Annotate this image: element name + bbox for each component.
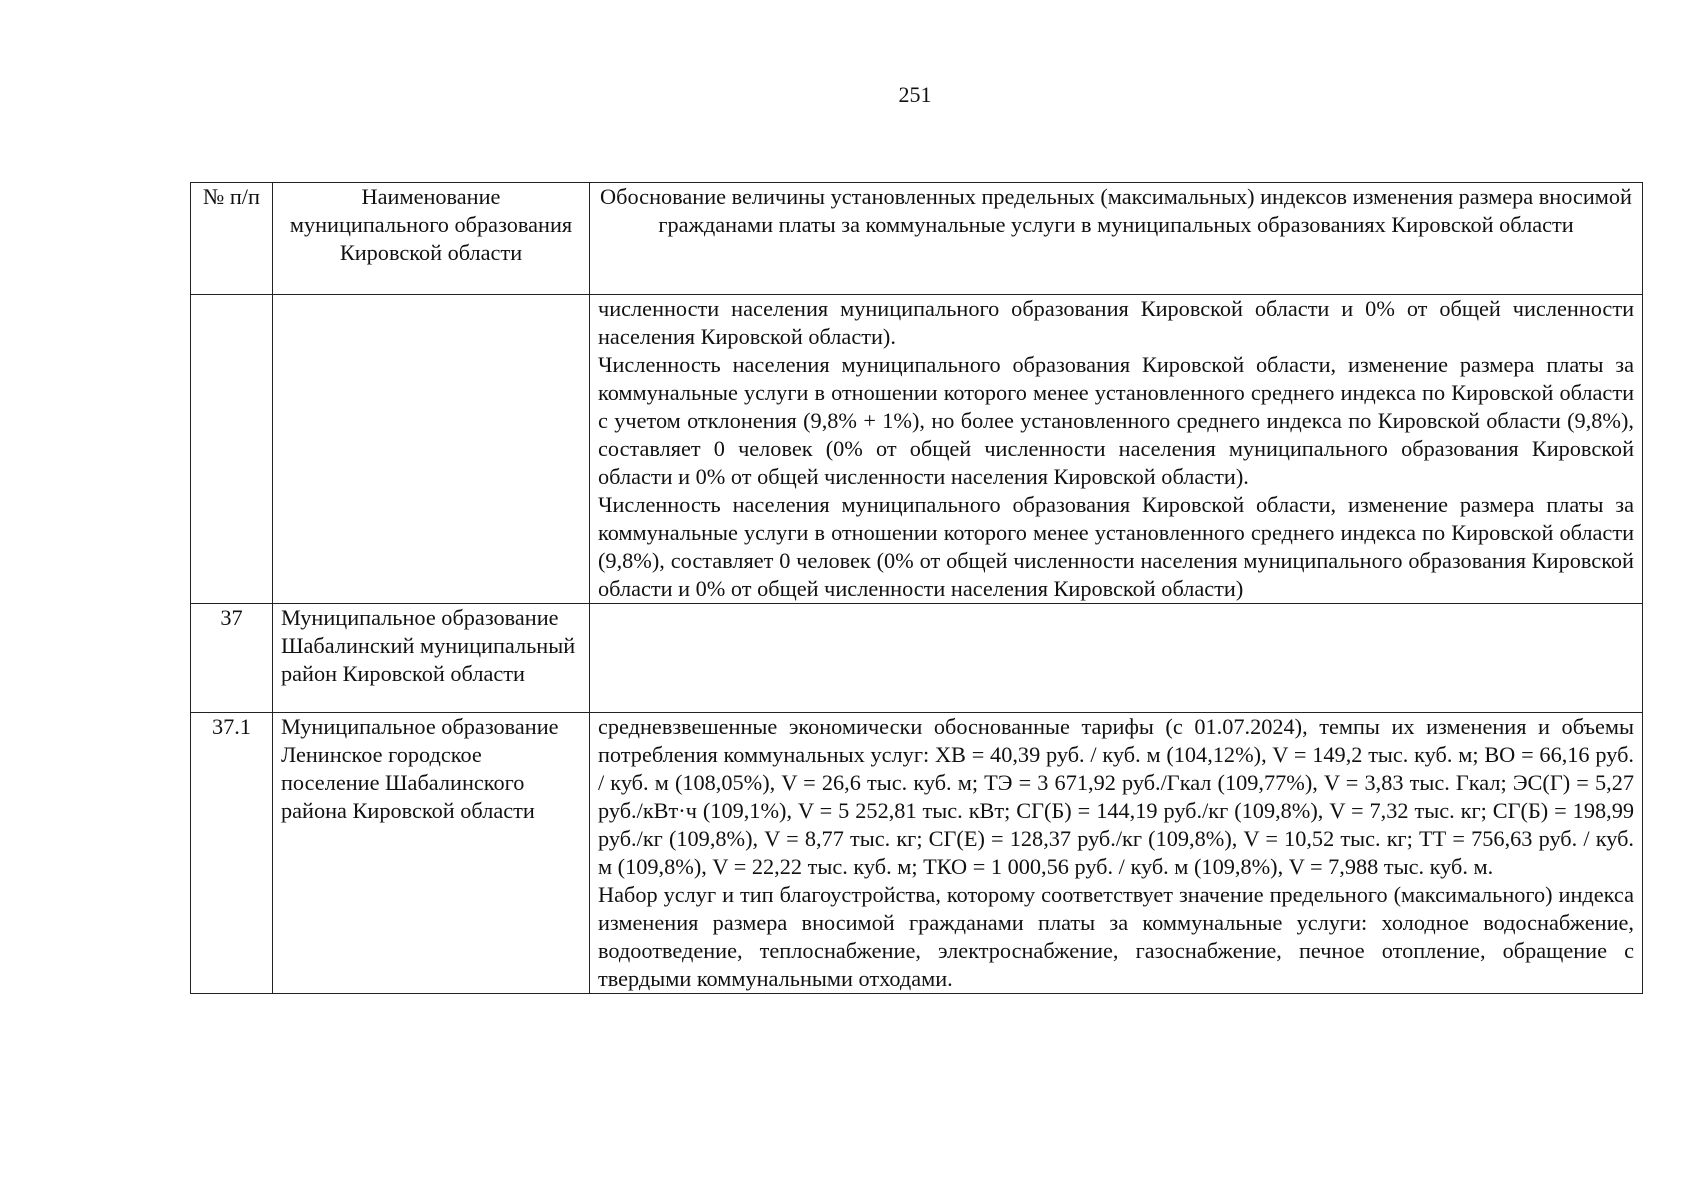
- justification-paragraph: средневзвешенные экономически обоснованные тарифы (с 01.07.2024), темпы их изменения и объемы потребления коммунальных услуг: ХВ = 40,39 руб. / куб. м (104,12%), V = 149,2 тыс. куб. м; ВО = 66,16 руб. / куб. м (108,05%), V = 26,6 тыс. куб. м; ТЭ = 3 671,92 руб./Гкал (109,77%), V = 3,83 тыс. Гкал; ЭС(Г) = 5,27 руб./кВт·ч (109,1%), V = 5 252,81 тыс. кВт; СГ(Б) = 144,19 руб./кг (109,8%), V = 7,32 тыс. кг; СГ(Б) = 198,99 руб./кг (109,8%), V = 8,77 тыс. кг; СГ(Е) = 128,37 руб./кг (109,8%), V = 10,52 тыс. кг; ТТ = 756,63 руб. / куб. м (109,8%), V = 22,22 тыс. куб. м; ТКО = 1 000,56 руб. / куб. м (109,8%), V = 7,988 тыс. куб. м.: [598, 714, 1634, 879]
- page-number: 251: [898, 82, 932, 107]
- municipality-name: Муниципальное образование Ленинское городское поселение Шабалинского района Кировской области: [273, 713, 590, 994]
- table-row: [191, 604, 1643, 713]
- row-number: [191, 295, 273, 604]
- table-header-row: [191, 183, 1643, 295]
- municipality-name: [273, 295, 590, 604]
- header-justification: Обоснование величины установленных предельных (максимальных) индексов изменения размера вносимой гражданами платы за коммунальные услуги в муниципальных образованиях Кировской области: [590, 183, 1643, 295]
- municipality-name: Муниципальное образование Шабалинский муниципальный район Кировской области: [273, 604, 590, 713]
- justification-cell: [590, 295, 1643, 604]
- justification-cell: [590, 604, 1643, 713]
- row-number: 37.1: [191, 713, 273, 994]
- justification-paragraph: Численность населения муниципального образования Кировской области, изменение размера платы за коммунальные услуги в отношении которого менее установленного среднего индекса по Кировской области (9,8%), составляет 0 человек (0% от общей численности населения муниципального образования Кировской области и 0% от общей численности населения Кировской области): [598, 492, 1634, 601]
- justification-cell: [590, 713, 1643, 994]
- justification-paragraph: Численность населения муниципального образования Кировской области, изменение размера платы за коммунальные услуги в отношении которого менее установленного среднего индекса по Кировской области с учетом отклонения (9,8% + 1%), но более установленного среднего индекса по Кировской области (9,8%), составляет 0 человек (0% от общей численности населения муниципального образования Кировской области и 0% от общей численности населения Кировской области).: [598, 352, 1634, 489]
- justification-paragraph: численности населения муниципального образования Кировской области и 0% от общей численности населения Кировской области).: [598, 296, 1634, 349]
- table-row: [191, 295, 1643, 604]
- row-number: 37: [191, 604, 273, 713]
- justification-paragraph: Набор услуг и тип благоустройства, которому соответствует значение предельного (максимального) индекса изменения размера вносимой гражданами платы за коммунальные услуги: холодное водоснабжение, водоотведение, теплоснабжение, электроснабжение, газоснабжение, печное отопление, обращение с твердыми коммунальными отходами.: [598, 882, 1634, 991]
- header-number: № п/п: [191, 183, 273, 295]
- table-row: [191, 713, 1643, 994]
- tariff-justification-table: [190, 182, 1643, 994]
- header-municipality-name: Наименование муниципального образования Кировской области: [273, 183, 590, 295]
